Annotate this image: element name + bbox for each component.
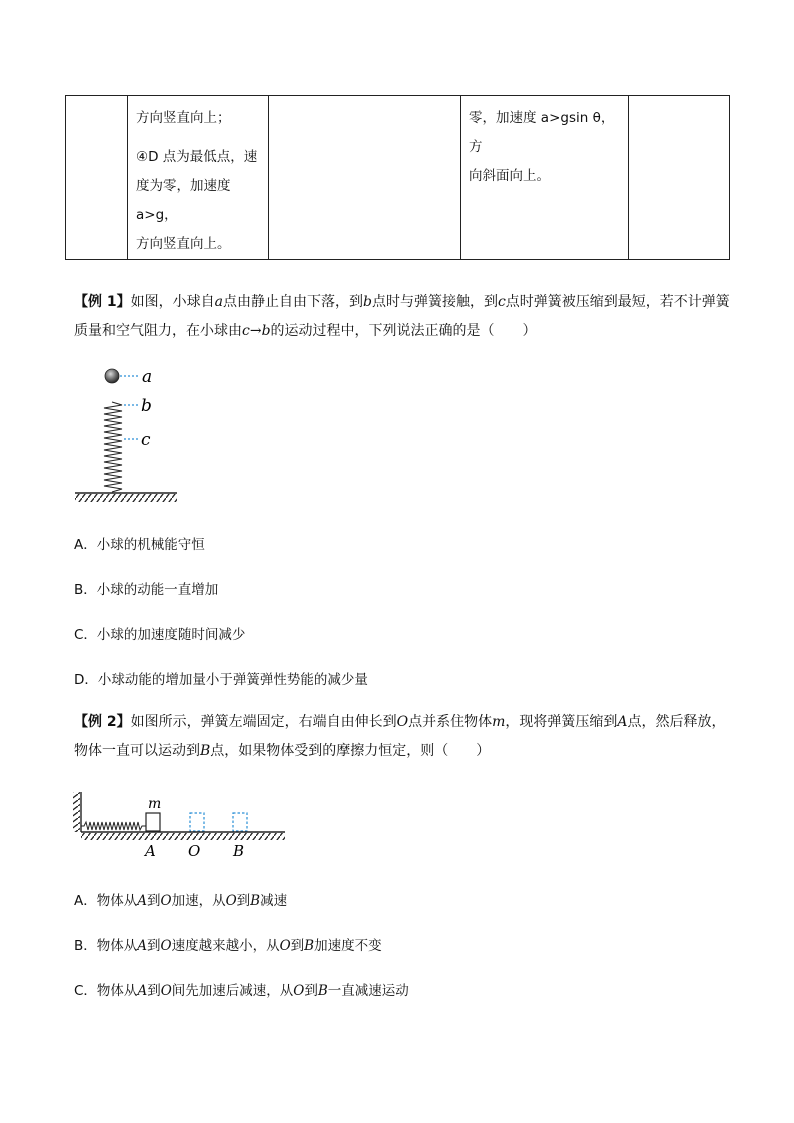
spring-ball-figure [70,362,200,507]
label-b: b [141,396,152,416]
cell-line: 向斜面向上。 [469,168,550,184]
ghost-block-O [190,813,204,831]
example-1-tag: 【例 1】 [74,294,131,310]
label-m: m [148,796,162,812]
table-cell-incline-case [461,96,629,260]
example-2-option-c[interactable]: C．物体从A到O间先加速后减速，从O到B一直减速运动 [74,983,409,999]
example-2-question: 【例 2】如图所示，弹簧左端固定，右端自由伸长到O点并系住物体m，现将弹簧压缩到A点，然后释放，物体一直可以运动到B点，如果物体受到的摩擦力恒定，则（ ） [74,714,726,759]
cell-line: 度为零，加速度 a>g， [136,178,231,223]
wall-hatch [73,792,80,832]
label-a: a [142,367,153,387]
cell-line: ④D 点为最低点，速 [136,149,258,165]
example-1-option-b[interactable]: B．小球的动能一直增加 [74,582,219,598]
table-row [66,96,730,260]
table-cell-empty [269,96,461,260]
floor-hatch [81,833,285,840]
cell-line: 零，加速度 a>gsin θ，方 [469,110,615,155]
ground-hatch [75,494,177,502]
horizontal-spring-figure [70,788,290,863]
cell-line: 方向竖直向上； [136,110,231,126]
example-1-option-d[interactable]: D．小球动能的增加量小于弹簧弹性势能的减少量 [74,672,368,688]
example-2-option-a[interactable]: A．物体从A到O加速，从O到B减速 [74,893,288,909]
table-cell-vertical-case [128,96,269,260]
example-2-option-b[interactable]: B．物体从A到O速度越来越小，从O到B加速度不变 [74,938,382,954]
example-1-option-a[interactable]: A．小球的机械能守恒 [74,537,205,553]
label-O: O [188,842,201,860]
example-2-tag: 【例 2】 [74,714,131,730]
cell-line: 方向竖直向上。 [136,236,231,252]
table-cell-empty [66,96,128,260]
example-1-question: 【例 1】如图，小球自a点由静止自由下落，到b点时与弹簧接触，到c点时弹簧被压缩到最短，若不计弹簧质量和空气阻力，在小球由c→b的运动过程中，下列说法正确的是（ ） [74,294,730,339]
block-m [146,813,160,831]
vertical-spring [104,402,122,492]
label-c: c [141,430,151,450]
ball [105,369,119,383]
label-B: B [233,842,245,860]
comparison-table [65,95,730,260]
table-cell-empty [629,96,730,260]
ghost-block-B [233,813,247,831]
label-A: A [145,842,156,860]
horizontal-spring [81,822,146,830]
example-1-option-c[interactable]: C．小球的加速度随时间减少 [74,627,246,643]
